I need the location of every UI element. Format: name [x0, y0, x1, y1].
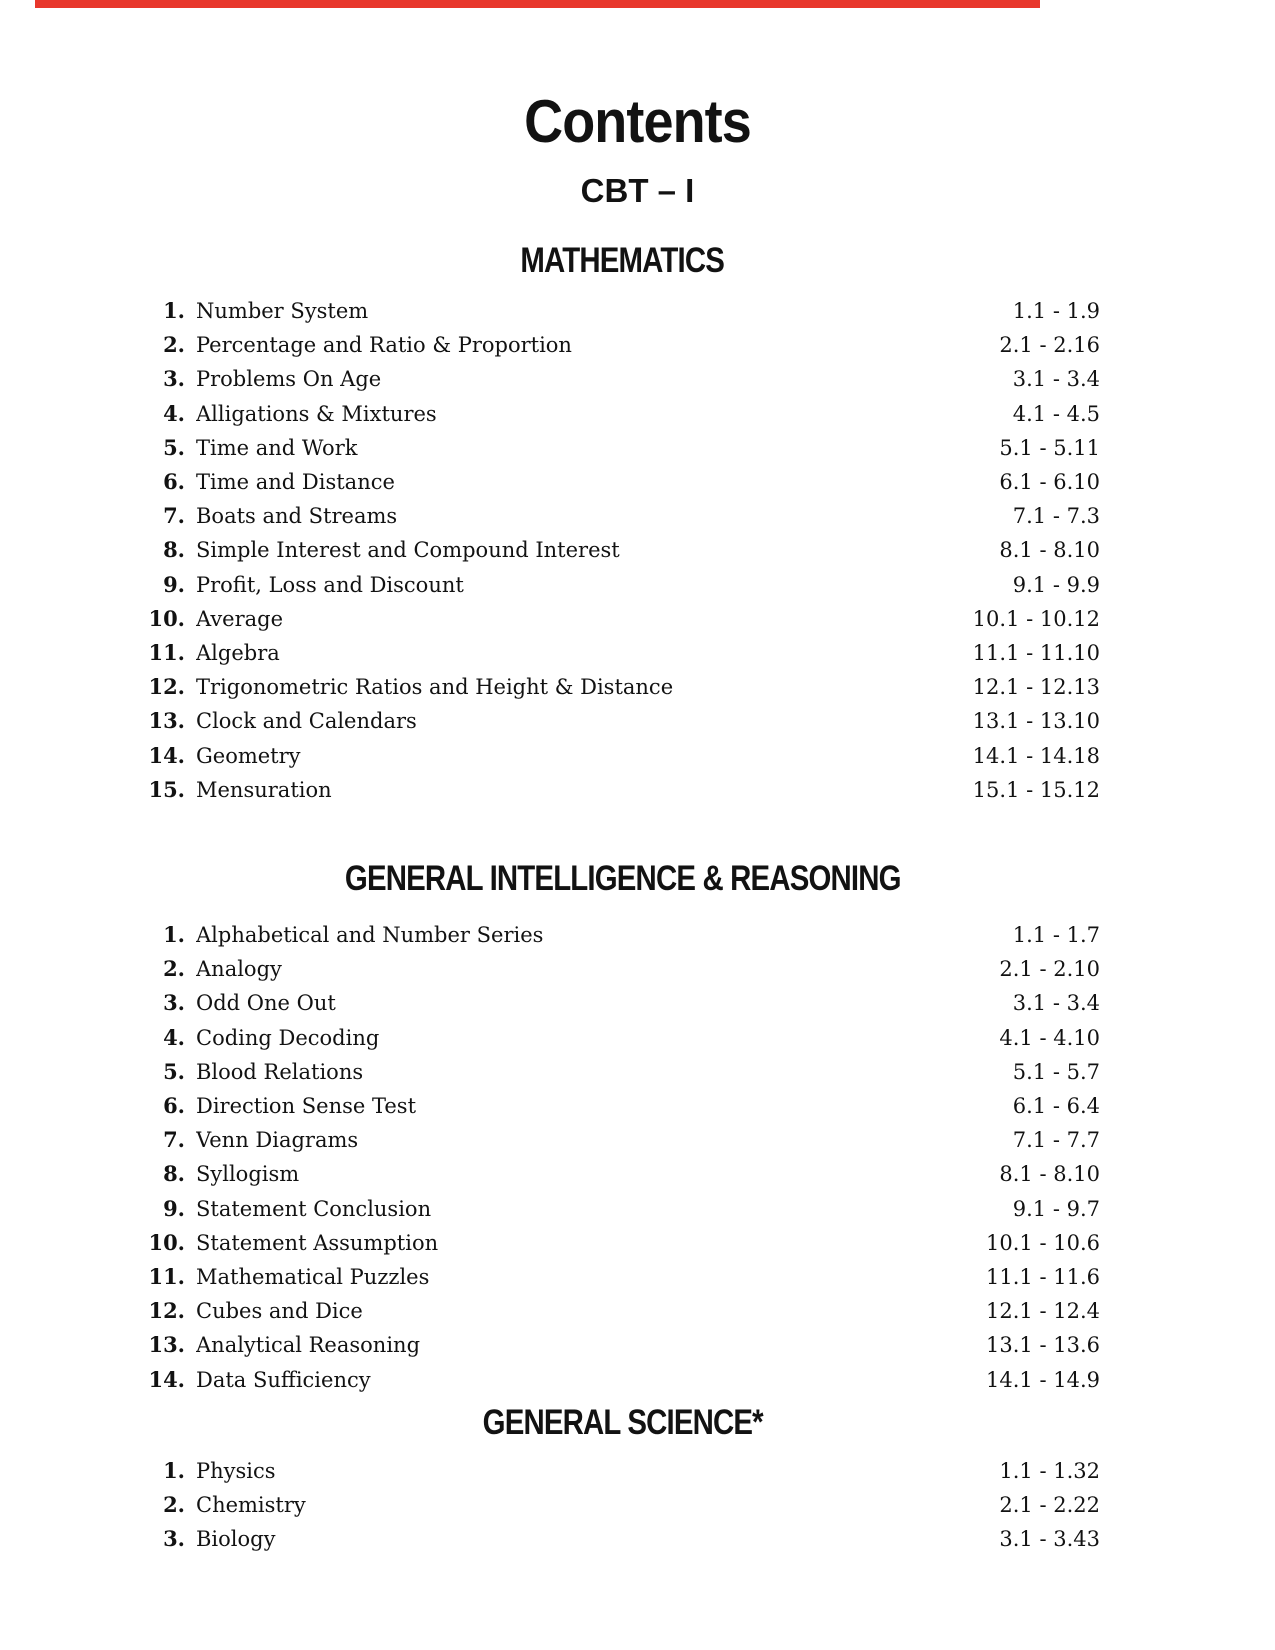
item-pages: 14.1 - 14.18 — [972, 743, 1100, 768]
toc-row — [145, 568, 1100, 602]
item-number: 11. — [148, 1264, 185, 1290]
item-number: 7. — [163, 1127, 185, 1153]
item-number: 1. — [163, 922, 185, 948]
item-title: Analytical Reasoning — [196, 1333, 421, 1358]
item-title: Percentage and Ratio & Proportion — [196, 333, 572, 358]
item-number: 3. — [163, 990, 185, 1016]
toc-row — [145, 986, 1100, 1020]
toc-row — [145, 1089, 1100, 1123]
toc-row — [145, 1294, 1100, 1328]
item-pages: 3.1 - 3.43 — [999, 1527, 1100, 1552]
toc-row — [145, 1522, 1100, 1556]
item-pages: 7.1 - 7.3 — [1012, 504, 1100, 529]
toc-row — [145, 328, 1100, 362]
item-title: Data Sufficiency — [196, 1367, 371, 1392]
toc-row — [145, 602, 1100, 636]
item-title: Coding Decoding — [196, 1025, 380, 1050]
item-number: 14. — [148, 1366, 185, 1392]
item-pages: 1.1 - 1.32 — [999, 1458, 1100, 1483]
toc-row — [145, 294, 1100, 328]
item-pages: 2.1 - 2.16 — [999, 333, 1100, 358]
item-title: Direction Sense Test — [196, 1094, 417, 1119]
table-of-contents — [0, 243, 1275, 1557]
item-number: 11. — [148, 640, 185, 666]
toc-row — [145, 704, 1100, 738]
toc-row — [145, 1488, 1100, 1522]
item-pages: 4.1 - 4.10 — [999, 1025, 1100, 1050]
item-pages: 13.1 - 13.6 — [986, 1333, 1100, 1358]
item-number: 5. — [163, 1058, 185, 1084]
item-title: Average — [196, 606, 284, 631]
item-title: Venn Diagrams — [196, 1128, 359, 1153]
item-number: 5. — [163, 434, 185, 460]
item-pages: 7.1 - 7.7 — [1012, 1128, 1100, 1153]
item-number: 9. — [163, 571, 185, 597]
item-number: 9. — [163, 1195, 185, 1221]
item-pages: 5.1 - 5.7 — [1012, 1059, 1100, 1084]
item-number: 6. — [163, 1093, 185, 1119]
item-pages: 3.1 - 3.4 — [1012, 367, 1100, 392]
item-number: 6. — [163, 469, 185, 495]
item-number: 15. — [148, 776, 185, 802]
page-title: Contents — [524, 88, 751, 155]
section-rows — [145, 294, 1100, 807]
item-pages: 8.1 - 8.10 — [999, 1162, 1100, 1187]
item-pages: 2.1 - 2.22 — [999, 1493, 1100, 1518]
toc-row — [145, 739, 1100, 773]
item-pages: 3.1 - 3.4 — [1012, 991, 1100, 1016]
item-title: Algebra — [196, 641, 280, 666]
item-pages: 12.1 - 12.4 — [986, 1299, 1100, 1324]
item-number: 10. — [148, 1229, 185, 1255]
page-top-red-edge — [35, 0, 1040, 8]
item-number: 8. — [163, 1161, 185, 1187]
item-title: Biology — [196, 1527, 276, 1552]
item-title: Geometry — [196, 743, 301, 768]
toc-row — [145, 1328, 1100, 1362]
item-pages: 1.1 - 1.9 — [1012, 299, 1100, 323]
item-pages: 9.1 - 9.7 — [1012, 1196, 1100, 1221]
item-title: Chemistry — [196, 1493, 306, 1518]
toc-row — [145, 1123, 1100, 1157]
toc-row — [145, 499, 1100, 533]
item-number: 7. — [163, 503, 185, 529]
toc-row — [145, 431, 1100, 465]
toc-section — [145, 1402, 1100, 1557]
toc-row — [145, 1363, 1100, 1397]
toc-row — [145, 1454, 1100, 1488]
item-pages: 13.1 - 13.10 — [972, 709, 1100, 734]
item-title: Cubes and Dice — [196, 1299, 363, 1324]
toc-row — [145, 397, 1100, 431]
item-pages: 12.1 - 12.13 — [972, 675, 1100, 700]
item-pages: 8.1 - 8.10 — [999, 538, 1100, 563]
item-number: 3. — [163, 366, 185, 392]
item-pages: 11.1 - 11.6 — [986, 1265, 1100, 1290]
item-number: 1. — [163, 298, 185, 323]
toc-row — [145, 533, 1100, 567]
item-title: Trigonometric Ratios and Height & Distance — [196, 675, 674, 700]
item-number: 10. — [148, 605, 185, 631]
item-title: Statement Assumption — [196, 1230, 439, 1255]
section-rows — [145, 918, 1100, 1397]
item-title: Time and Work — [196, 435, 358, 460]
item-title: Simple Interest and Compound Interest — [196, 538, 620, 563]
toc-row — [145, 1021, 1100, 1055]
item-title: Odd One Out — [196, 991, 336, 1016]
item-title: Mensuration — [196, 777, 332, 802]
toc-row — [145, 636, 1100, 670]
item-number: 13. — [148, 1332, 185, 1358]
toc-row — [145, 918, 1100, 952]
item-pages: 6.1 - 6.4 — [1012, 1094, 1100, 1119]
item-title: Number System — [196, 299, 369, 323]
item-title: Boats and Streams — [196, 504, 398, 529]
section-heading: GENERAL INTELLIGENCE & REASONING — [344, 859, 901, 899]
toc-row — [145, 1157, 1100, 1191]
item-pages: 11.1 - 11.10 — [972, 641, 1100, 666]
toc-row — [145, 773, 1100, 807]
page-subtitle: CBT – I — [580, 172, 695, 209]
item-number: 4. — [163, 400, 185, 426]
item-pages: 6.1 - 6.10 — [999, 470, 1100, 495]
item-pages: 5.1 - 5.11 — [999, 435, 1100, 460]
item-number: 4. — [163, 1024, 185, 1050]
toc-row — [145, 1260, 1100, 1294]
toc-section — [145, 861, 1100, 1397]
item-title: Problems On Age — [196, 367, 382, 392]
item-title: Time and Distance — [196, 470, 395, 495]
item-number: 13. — [148, 708, 185, 734]
toc-row — [145, 670, 1100, 704]
section-rows — [145, 1454, 1100, 1557]
item-pages: 2.1 - 2.10 — [999, 957, 1100, 982]
toc-row — [145, 465, 1100, 499]
item-number: 3. — [163, 1526, 185, 1552]
item-title: Blood Relations — [196, 1059, 364, 1084]
section-heading: GENERAL SCIENCE* — [482, 1402, 763, 1442]
toc-row — [145, 1192, 1100, 1226]
item-pages: 10.1 - 10.12 — [972, 606, 1100, 631]
item-number: 1. — [163, 1457, 185, 1483]
toc-row — [145, 952, 1100, 986]
item-title: Alligations & Mixtures — [196, 401, 437, 426]
item-pages: 1.1 - 1.7 — [1012, 923, 1100, 948]
item-title: Physics — [196, 1458, 276, 1483]
toc-row — [145, 1226, 1100, 1260]
item-title: Profit, Loss and Discount — [196, 572, 464, 597]
item-pages: 10.1 - 10.6 — [986, 1230, 1100, 1255]
item-title: Clock and Calendars — [196, 709, 417, 734]
item-number: 14. — [148, 742, 185, 768]
item-title: Alphabetical and Number Series — [196, 923, 544, 948]
toc-section — [145, 243, 1100, 807]
item-number: 8. — [163, 537, 185, 563]
item-number: 2. — [163, 956, 185, 982]
item-pages: 14.1 - 14.9 — [986, 1367, 1100, 1392]
item-title: Statement Conclusion — [196, 1196, 432, 1221]
item-number: 12. — [148, 674, 185, 700]
item-number: 12. — [148, 1298, 185, 1324]
item-number: 2. — [163, 1492, 185, 1518]
item-title: Analogy — [196, 957, 282, 982]
item-pages: 9.1 - 9.9 — [1012, 572, 1100, 597]
item-title: Mathematical Puzzles — [196, 1265, 430, 1290]
item-number: 2. — [163, 332, 185, 358]
section-heading: MATHEMATICS — [520, 241, 725, 280]
item-title: Syllogism — [196, 1162, 300, 1187]
toc-row — [145, 1055, 1100, 1089]
toc-row — [145, 362, 1100, 396]
item-pages: 4.1 - 4.5 — [1012, 401, 1100, 426]
item-pages: 15.1 - 15.12 — [972, 777, 1100, 802]
